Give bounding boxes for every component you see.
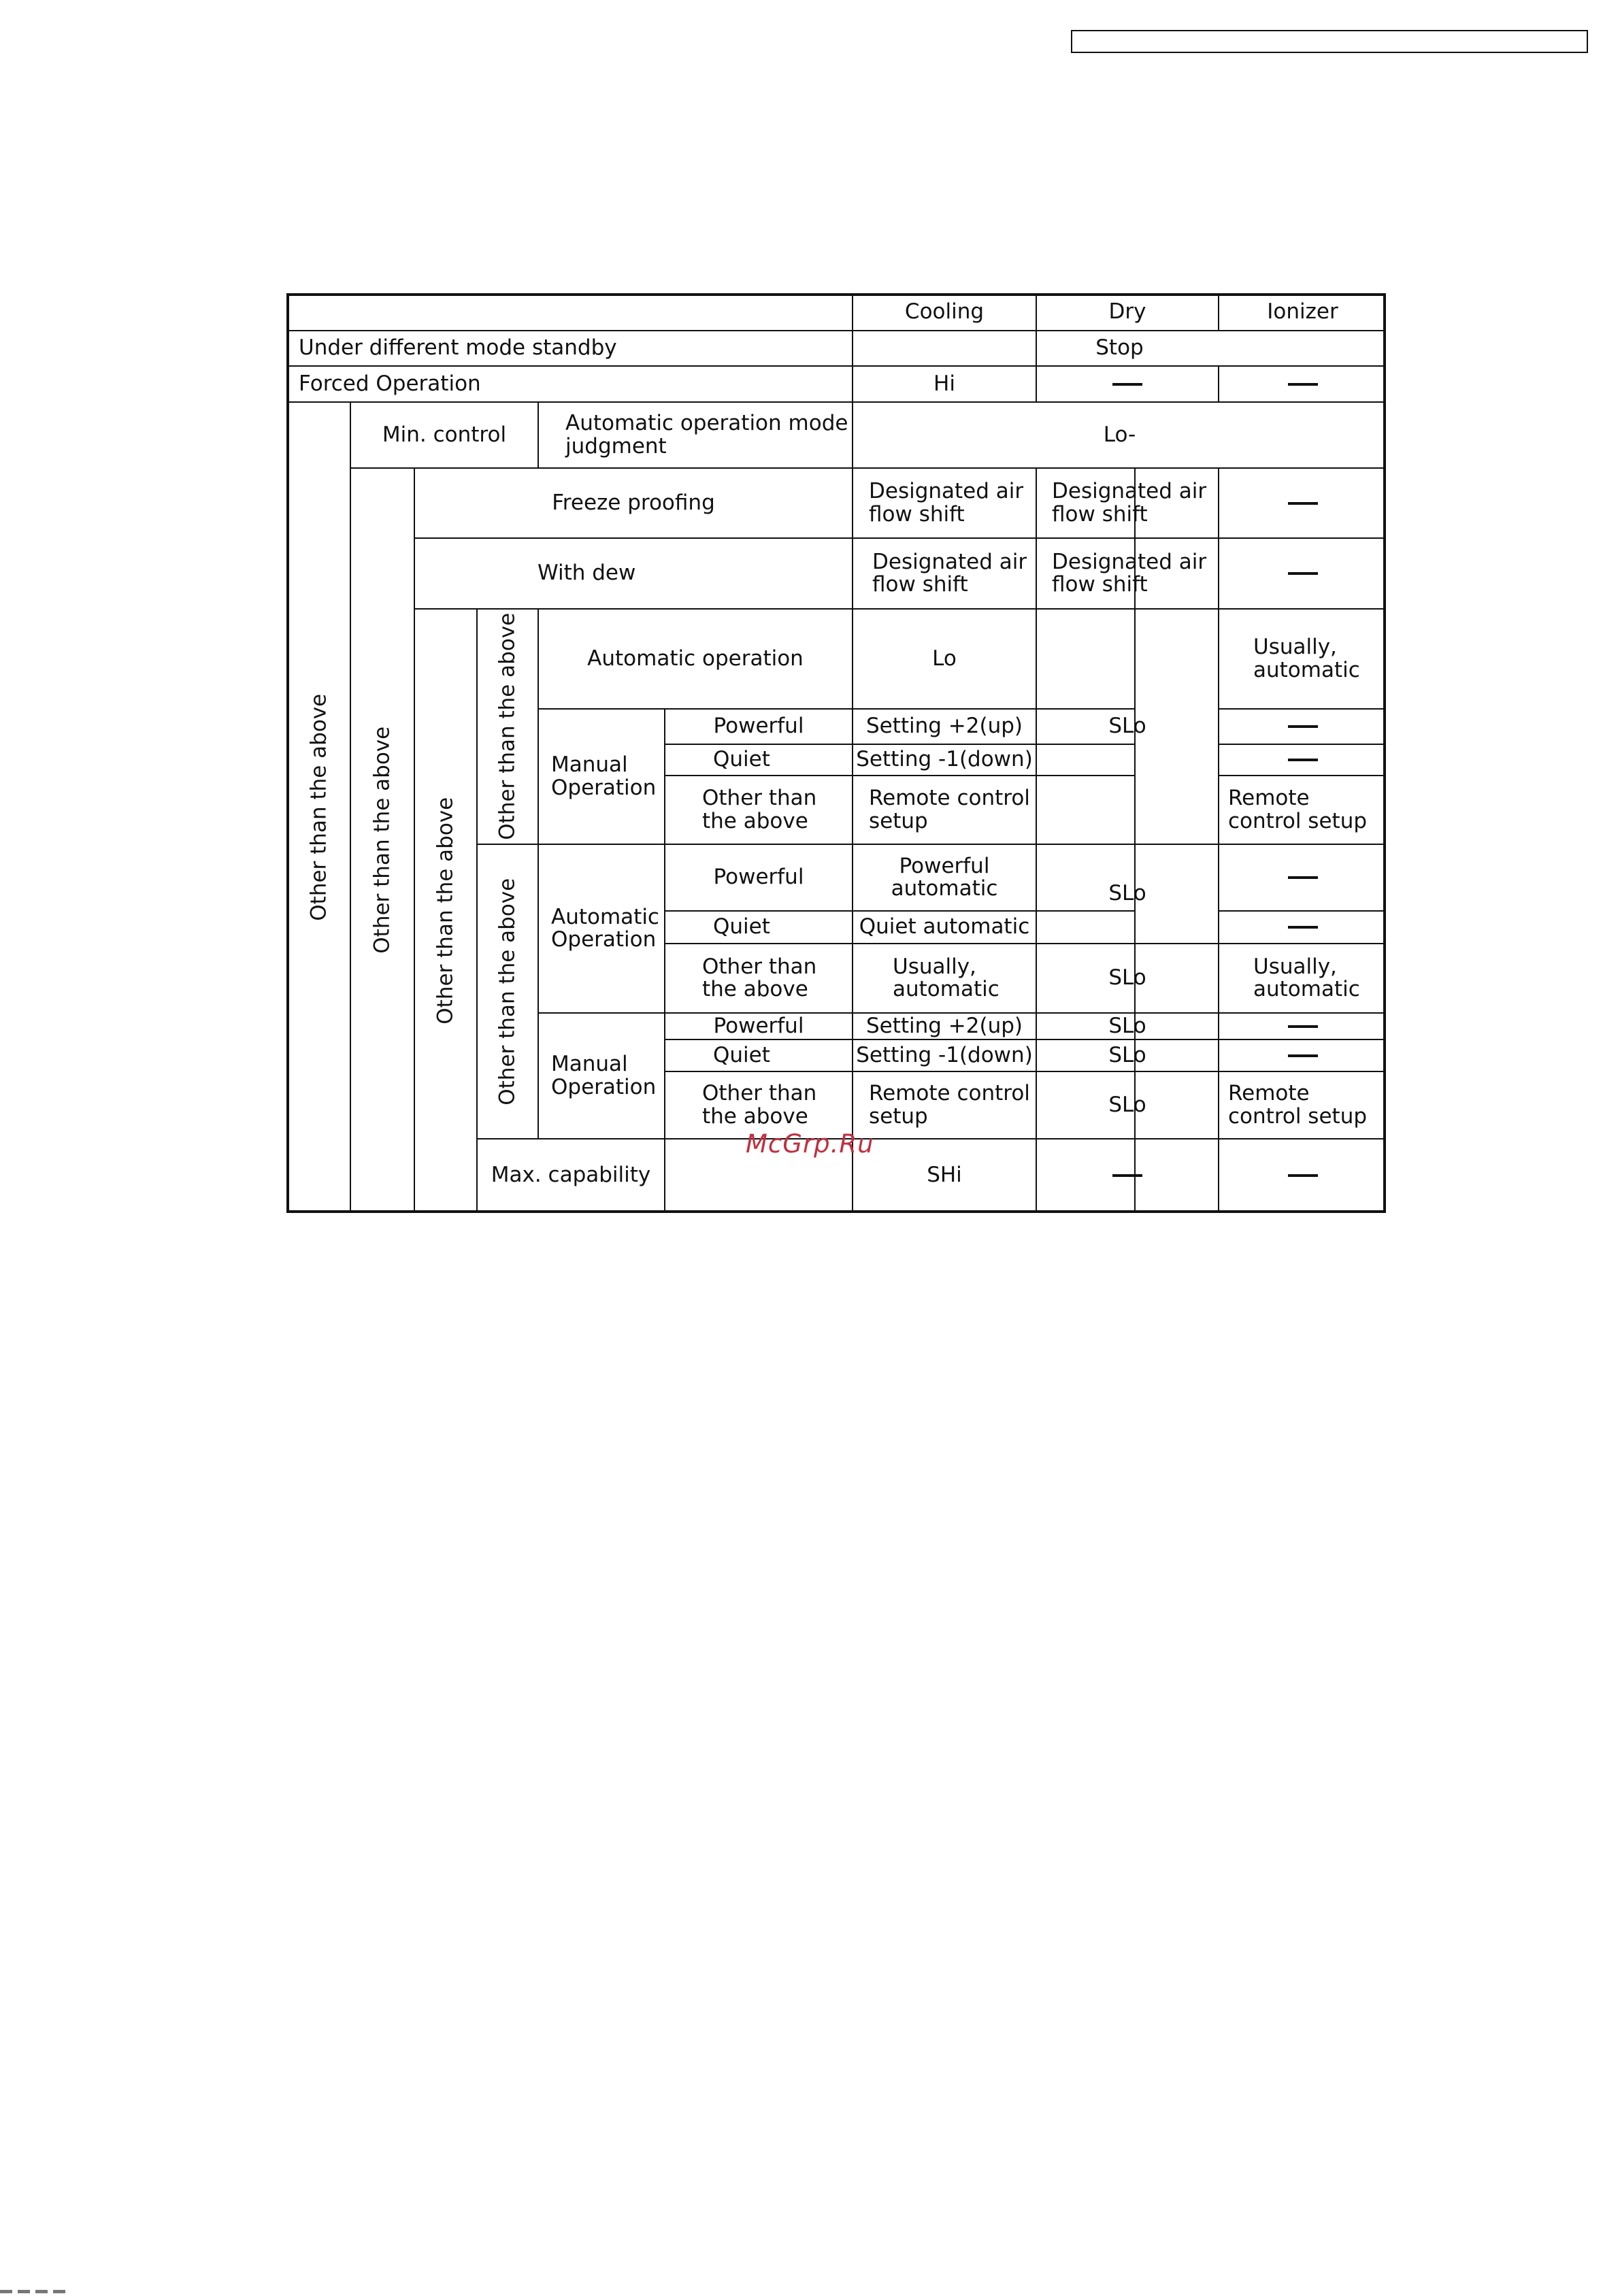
b1-powerful-label: Powerful [713, 714, 804, 739]
b2m-powerful-ionizer [1219, 1014, 1386, 1039]
freeze-label: Freeze proofing [552, 490, 715, 515]
b2m-other-label: Other than the above [702, 1081, 817, 1129]
min-control-value: Lo- [1103, 422, 1136, 447]
min-control-label: Min. control [382, 422, 507, 447]
rule [538, 401, 539, 468]
b2-powerful-cooling: Powerful automatic [891, 853, 998, 901]
freeze-ionizer [1219, 469, 1386, 537]
max-capability-ionizer [1219, 1139, 1386, 1212]
watermark: McGrp.Ru [746, 1129, 874, 1159]
b2-quiet-cooling: Quiet automatic [859, 914, 1030, 939]
document-code-box [1071, 30, 1588, 53]
col-header-dry: Dry [1108, 299, 1146, 325]
b1-quiet-ionizer [1219, 745, 1386, 775]
b1-other-ionizer: Remote control setup [1228, 786, 1368, 833]
b2m-quiet-ionizer [1219, 1040, 1386, 1071]
b2m-powerful-cooling: Setting +2(up) [865, 1013, 1023, 1038]
b2-auto-label: Automatic Operation [551, 904, 659, 952]
row-label-forced: Forced Operation [299, 371, 481, 396]
b1-auto-ionizer: Usually, automatic [1253, 635, 1360, 682]
max-capability-label: Max. capability [491, 1163, 651, 1188]
b1-quiet-cooling: Setting -1(down) [856, 747, 1033, 772]
forced-ionizer [1219, 367, 1386, 401]
b1-dry-merged: SLo [1108, 714, 1146, 739]
b2-other-dry: SLo [1108, 965, 1146, 991]
b2-quiet-label: Quiet [713, 914, 770, 939]
b2-other-label: Other than the above [702, 954, 817, 1001]
b1-manual-label: Manual Operation [551, 752, 657, 800]
b2-manual-label: Manual Operation [551, 1052, 657, 1099]
other-than-above-level4a: Other than the above [495, 613, 520, 840]
other-than-above-level4b: Other than the above [495, 878, 520, 1105]
b1-auto-cooling: Lo [932, 646, 957, 671]
forced-cooling: Hi [933, 371, 955, 396]
b2m-quiet-cooling: Setting -1(down) [856, 1042, 1033, 1067]
b2m-other-ionizer: Remote control setup [1228, 1081, 1368, 1129]
freeze-dry: Designated air flow shift [1052, 479, 1207, 527]
max-capability-cooling: SHi [927, 1163, 962, 1188]
b2-other-cooling: Usually, automatic [893, 954, 999, 1001]
b2m-other-cooling: Remote control setup [869, 1081, 1030, 1129]
b1-other-label: Other than the above [702, 786, 817, 833]
b2m-powerful-dry: SLo [1108, 1013, 1146, 1038]
b2-dry-merged: SLo [1108, 881, 1146, 906]
b2m-quiet-dry: SLo [1108, 1042, 1146, 1067]
other-than-above-level1: Other than the above [305, 693, 331, 921]
col-header-ionizer: Ionizer [1267, 299, 1338, 325]
b2-powerful-label: Powerful [713, 865, 804, 890]
freeze-cooling: Designated air flow shift [869, 479, 1024, 527]
b1-auto-label: Automatic operation [587, 646, 804, 671]
other-than-above-level2: Other than the above [369, 727, 395, 954]
standby-value: Stop [1095, 335, 1144, 361]
dew-ionizer [1219, 539, 1386, 608]
b2-other-ionizer: Usually, automatic [1253, 954, 1360, 1001]
row-label-standby: Under different mode standby [299, 335, 617, 361]
forced-dry [1037, 367, 1218, 401]
b2m-quiet-label: Quiet [713, 1042, 770, 1067]
b1-powerful-cooling: Setting +2(up) [865, 714, 1023, 739]
b2m-powerful-label: Powerful [713, 1013, 804, 1038]
dew-label: With dew [538, 561, 636, 586]
b1-powerful-ionizer [1219, 710, 1386, 744]
other-than-above-level3: Other than the above [433, 797, 458, 1025]
fan-speed-table [286, 293, 1386, 1213]
dew-dry: Designated air flow shift [1052, 549, 1207, 597]
col-header-cooling: Cooling [904, 299, 985, 325]
b2m-other-dry: SLo [1108, 1092, 1146, 1117]
b2-quiet-ionizer [1219, 912, 1386, 943]
rule [664, 708, 665, 1213]
max-capability-dry [1037, 1139, 1218, 1212]
dew-cooling: Designated air flow shift [872, 549, 1027, 597]
b1-quiet-label: Quiet [713, 747, 770, 772]
b2-powerful-ionizer [1219, 845, 1386, 910]
min-control-sub: Automatic operation mode judgment [565, 411, 848, 459]
corner-mark [0, 2283, 109, 2290]
b1-other-cooling: Remote control setup [869, 786, 1030, 833]
